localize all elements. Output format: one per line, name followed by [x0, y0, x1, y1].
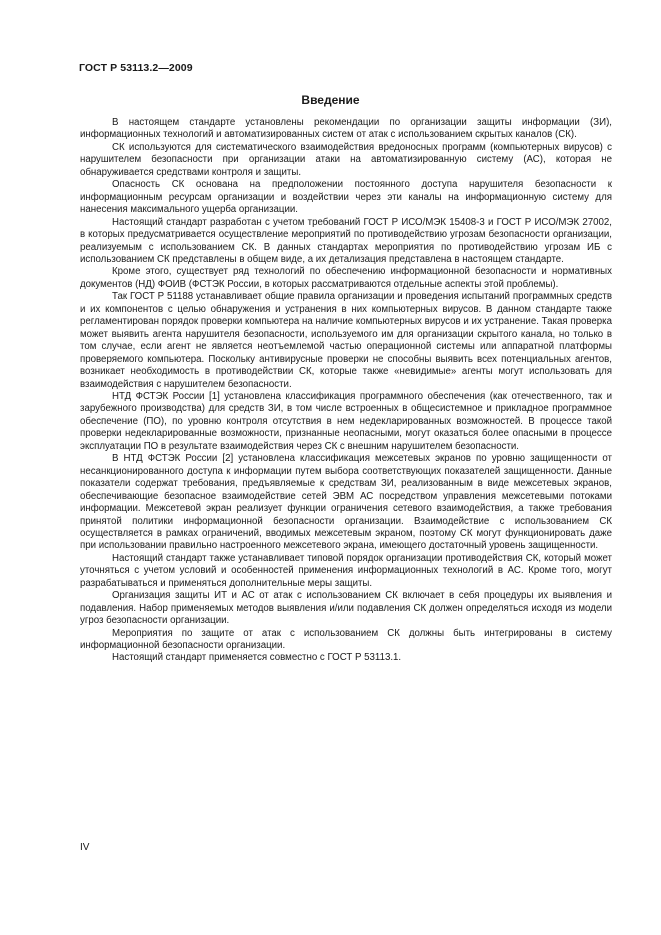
paragraph: НТД ФСТЭК России [1] установлена классификация программного обеспечения (как отечественного, так и зарубежного производства) для средств ЗИ, в том числе встроенных в общесистемное и прикладное программное обеспечение (ПО), по уровню контроля отсутствия в нем недекларированных возможностей. В процессе такой проверки недекларированные возможности, признанные неопасными, могут оказаться более опасными в процессе эксплуатации ПО в результате взаимодействия через СК с внешним нарушителем безопасности. — [80, 390, 612, 452]
paragraph: Настоящий стандарт также устанавливает типовой порядок организации противодействия СК, который может уточняться с учетом условий и особенностей применения информационных технологий в АС. Кроме того, могут разрабатываться и применяться дополнительные меры защиты. — [80, 552, 612, 589]
page-number: IV — [80, 842, 90, 853]
paragraph: Настоящий стандарт разработан с учетом требований ГОСТ Р ИСО/МЭК 15408-3 и ГОСТ Р ИСО/МЭК 27002, в которых предусматривается осуществление мероприятий по противодействию угрозам безопасности организации, реализуемым с использованием СК. В данных стандартах мероприятия по противодействию угрозам ИБ с использованием СК представлены в общем виде, а их детализация представлена в настоящем стандарте. — [80, 216, 612, 265]
body-text — [80, 117, 612, 665]
paragraph: СК используются для систематического взаимодействия вредоносных программ (компьютерных вирусов) с нарушителем безопасности при организации атаки на автоматизированную систему (АС), которая не обнаруживается средствами контроля и защиты. — [80, 141, 612, 178]
paragraph: Так ГОСТ Р 51188 устанавливает общие правила организации и проведения испытаний программных средств и их компонентов с целью обнаружения и устранения в них компьютерных вирусов. В данном стандарте также регламентирован порядок проверки компьютера на наличие компьютерных вирусов и их устранение. Такая проверка может выявить агента нарушителя безопасности, используемого им для организации скрытого канала, но только в том случае, если агент не является неотъемлемой частью операционной системы или аппаратной платформы проверяемого компьютера. Поскольку антивирусные проверки не способны выявить всех потенциальных агентов, возникает необходимость в противодействии СК, которые также «невидимые» агенты могут использовать для взаимодействия с нарушителем безопасности. — [80, 291, 612, 390]
section-title: Введение — [301, 93, 360, 107]
paragraph: В НТД ФСТЭК России [2] установлена классификация межсетевых экранов по уровню защищенности от несанкционированного доступа к информации путем выбора соответствующих показателей защищенности. Данные показатели содержат требования, предъявляемые к средствам ЗИ, реализованным в виде межсетевых экранов, обеспечивающие безопасное взаимодействие сетей ЭВМ АС посредством управления межсетевыми потоками информации. Межсетевой экран реализует функции ограничения сетевого взаимодействия, а также требования принятой политики информационной безопасности организации. Взаимодействие с использованием СК осуществляется в рамках ограничений, вводимых межсетевым экраном, поэтому СК могут функционировать даже при использовании правильно настроенного межсетевого экрана, имеющего достаточный уровень защищенности. — [80, 453, 612, 552]
paragraph: Организация защиты ИТ и АС от атак с использованием СК включает в себя процедуры их выявления и подавления. Набор применяемых методов выявления и/или подавления СК должен определяться исходя из модели угроз безопасности организации. — [80, 590, 612, 627]
paragraph: Настоящий стандарт применяется совместно с ГОСТ Р 53113.1. — [112, 652, 402, 664]
paragraph: Кроме этого, существует ряд технологий по обеспечению информационной безопасности и нормативных документов (НД) ФОИВ (ФСТЭК России, в которых рассматриваются отдельные аспекты этой проблемы). — [80, 266, 612, 290]
paragraph: Опасность СК основана на предположении постоянного доступа нарушителя безопасности к информационным ресурсам организации и воздействии через эти каналы на информационную систему для нанесения максимального ущерба организации. — [80, 179, 612, 216]
document-header: ГОСТ Р 53113.2—2009 — [79, 62, 193, 74]
paragraph: Мероприятия по защите от атак с использованием СК должны быть интегрированы в систему информационной безопасности организации. — [80, 627, 612, 652]
paragraph: В настоящем стандарте установлены рекомендации по организации защиты информации (ЗИ), информационных технологий и автоматизированных систем от атак с использованием скрытых каналов (СК). — [80, 117, 612, 141]
